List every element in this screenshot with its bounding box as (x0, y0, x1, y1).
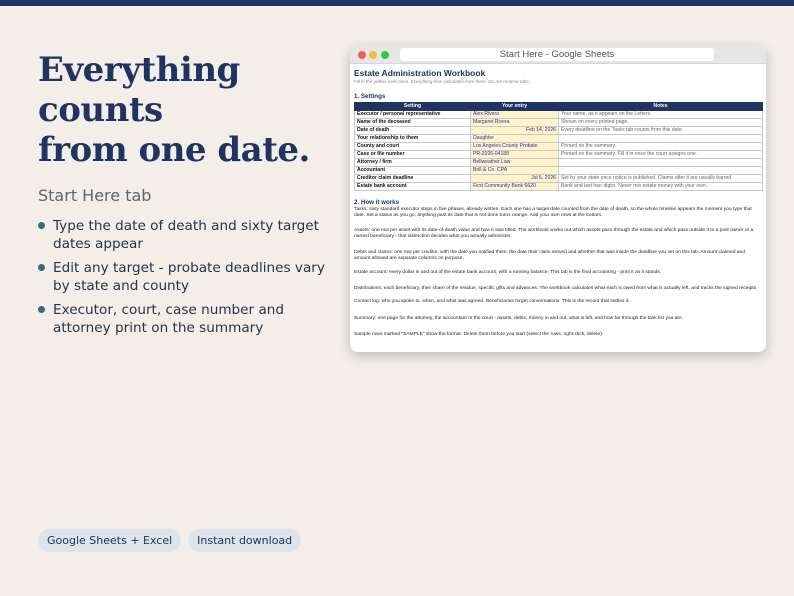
headline-line-2: from one date. (38, 130, 310, 170)
entry-cell[interactable]: PR-2026-04188 (471, 151, 559, 159)
settings-header-row (355, 103, 763, 111)
feature-item (38, 217, 338, 253)
note-cell: Printed on the summary. Fill it in once the court assigns one. (559, 151, 763, 159)
feature-text: Executor, court, case number and attorney print on the summary (53, 302, 285, 336)
table-row (355, 119, 763, 127)
entry-cell[interactable]: Margaret Rivera (471, 119, 559, 127)
maximize-window-icon[interactable] (381, 51, 389, 59)
entry-cell[interactable]: Feb 14, 2026 (471, 127, 559, 135)
entry-cell[interactable]: Jul 5, 2026 (471, 175, 559, 183)
setting-label: Estate bank account (355, 183, 471, 191)
entry-cell[interactable]: Alex Rivera (471, 111, 559, 119)
feature-list (38, 217, 338, 337)
entry-cell[interactable]: Brill & Co. CPA (471, 167, 559, 175)
note-cell: Your name, as it appears on the Letters. (559, 111, 763, 119)
table-row (355, 151, 763, 159)
feature-text: Type the date of death and sixty target dates appear (53, 218, 319, 252)
settings-table (354, 102, 763, 191)
window-title: Start Here - Google Sheets (400, 48, 714, 61)
setting-label: Creditor claim deadline (355, 175, 471, 183)
workbook-title: Estate Administration Workbook (354, 68, 486, 78)
minimize-window-icon[interactable] (369, 51, 377, 59)
estate-account-paragraph: Estate account: every dollar in and out of the estate bank account, with a running balance. This tab is the final accounting - print it as it stands. (354, 270, 662, 275)
column-header: Your entry (471, 103, 559, 111)
sample-rows-note: Sample rows marked "SAMPLE" show the format. Delete them before you start (select the rows, right-click, delete). (354, 332, 604, 337)
close-window-icon[interactable] (358, 51, 366, 59)
note-cell (559, 167, 763, 175)
window-titlebar (350, 45, 766, 64)
contact-log-paragraph: Contact log: who you spoke to, when, and what was agreed. Beneficiaries forget conversations. This is the record that settles it. (354, 299, 630, 304)
headline (38, 50, 338, 170)
sheet-content (350, 64, 766, 338)
setting-label: Attorney / firm (355, 159, 471, 167)
top-accent-bar (0, 0, 794, 6)
note-cell: Set by your state once notice is published. Claims after it are usually barred. (559, 175, 763, 183)
table-row (355, 183, 763, 191)
setting-label: Date of death (355, 127, 471, 135)
badge-row (38, 529, 301, 552)
table-row (355, 175, 763, 183)
summary-paragraph: Summary: one page for the attorney, the accountant or the court - assets, debts, money in and out, what is left, and how far through the task list you are. (354, 316, 684, 321)
promo-text-panel (38, 50, 338, 343)
entry-cell[interactable]: Daughter (471, 135, 559, 143)
note-cell (559, 159, 763, 167)
note-cell (559, 135, 763, 143)
feature-text: Edit any target - probate deadlines vary by state and county (53, 260, 325, 294)
bullet-dot-icon (38, 306, 45, 313)
tasks-paragraph: Tasks: sixty standard executor steps in five phases, already written. Each one has a target date counted from the date of death, so the whole timeline appears the moment you type that date. Set a status as you go; anything past its date that is not done turns orange. Add your own rows at the bottom. (354, 207, 752, 218)
table-row (355, 135, 763, 143)
table-row (355, 111, 763, 119)
workbook-subtitle: Fill in the yellow cells once. Everything else calculates from them. Do not rename tabs. (354, 79, 530, 84)
column-header: Notes (559, 103, 763, 111)
column-header: Setting (355, 103, 471, 111)
bullet-dot-icon (38, 222, 45, 229)
table-row (355, 127, 763, 135)
note-cell: Every deadline on the Tasks tab counts from this date. (559, 127, 763, 135)
assets-paragraph: Assets: one row per asset with its date-of-death value and how it was titled. The workbook works out which assets pass through the estate and which pass outside it to a joint owner or a named beneficiary - that distinction decides what you actually administer. (354, 228, 754, 239)
distributions-paragraph: Distributions: each beneficiary, their share of the residue, specific gifts and advances. The workbook calculates what each is owed from what is actually left, and tracks the signed receipts. (354, 286, 758, 291)
spreadsheet-window (350, 45, 766, 352)
subhead: Start Here tab (38, 186, 152, 205)
setting-label: Your relationship to them (355, 135, 471, 143)
note-cell: Shown on every printed page. (559, 119, 763, 127)
feature-item (38, 301, 338, 337)
how-it-works-title: 2. How it works (354, 199, 400, 206)
entry-cell[interactable]: Bellweather Law (471, 159, 559, 167)
settings-section-title: 1. Settings (354, 93, 386, 100)
bullet-dot-icon (38, 264, 45, 271)
entry-cell[interactable]: Los Angeles County Probate (471, 143, 559, 151)
setting-label: County and court (355, 143, 471, 151)
format-badge: Google Sheets + Excel (38, 529, 181, 552)
setting-label: Accountant (355, 167, 471, 175)
setting-label: Name of the deceased (355, 119, 471, 127)
note-cell: Printed on the summary. (559, 143, 763, 151)
table-row (355, 167, 763, 175)
table-row (355, 143, 763, 151)
feature-item (38, 259, 338, 295)
entry-cell[interactable]: First Community Bank 6620 (471, 183, 559, 191)
setting-label: Executor / personal representative (355, 111, 471, 119)
download-badge: Instant download (188, 529, 301, 552)
note-cell: Bank and last four digits. Never mix estate money with your own. (559, 183, 763, 191)
table-row (355, 159, 763, 167)
headline-line-1: Everything counts (38, 50, 240, 130)
debts-paragraph: Debts and claims: one row per creditor, with the date you notified them, the date their claim arrived and whether that was inside the deadline you set on this tab. Amount claimed and amount allowed are separate columns on purpose. (354, 250, 745, 261)
setting-label: Case or file number (355, 151, 471, 159)
